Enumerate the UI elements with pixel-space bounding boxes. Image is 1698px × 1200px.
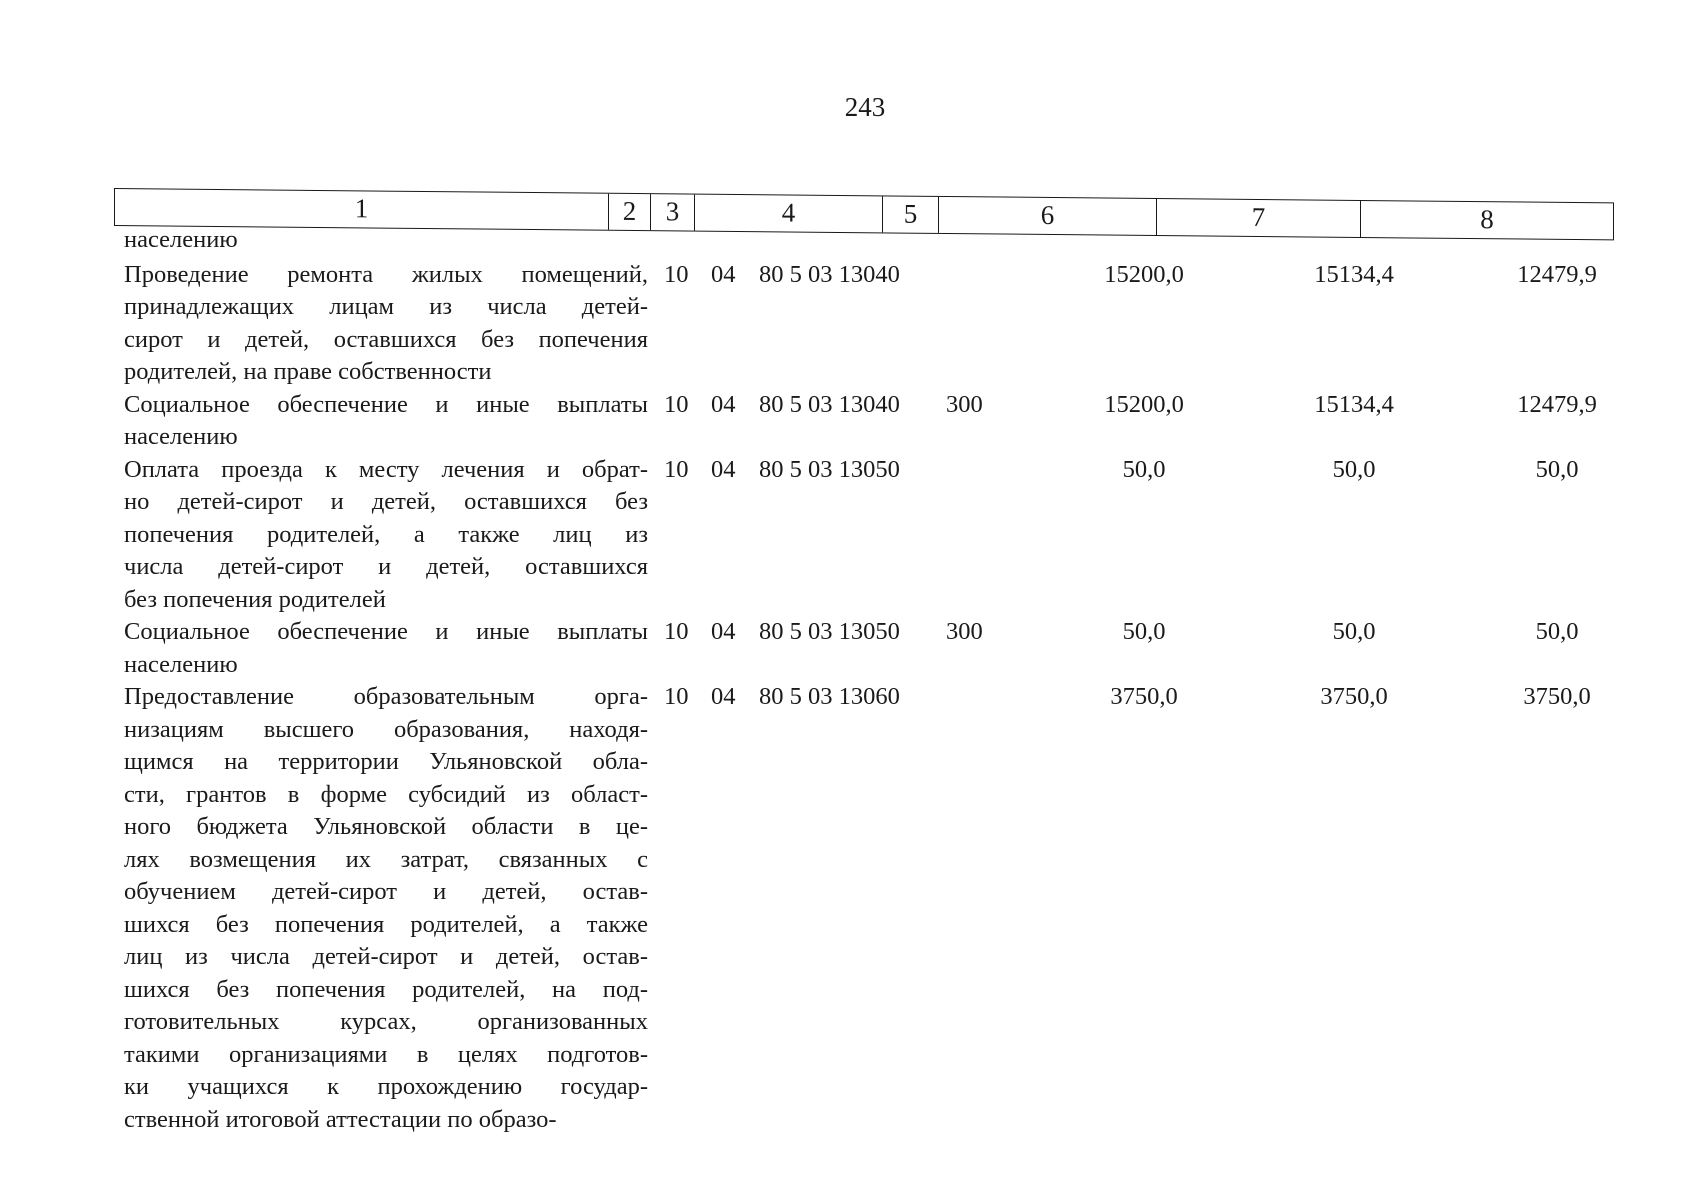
cell-c2: 10 [664, 390, 689, 418]
description-line: готовительных курсах, организованных [124, 1008, 648, 1035]
cell-c8: 3750,0 [1523, 683, 1591, 710]
cell-c4: 80 5 03 13050 [759, 618, 900, 645]
cell-c6: 15200,0 [1104, 390, 1184, 418]
cell-c7: 15134,4 [1314, 390, 1394, 418]
cell-c3: 04 [711, 260, 736, 288]
description-line: Проведение ремонта жилых помещений, [124, 260, 648, 288]
row-description [124, 681, 648, 1136]
row-description [124, 224, 648, 257]
description-line: населению [124, 423, 238, 450]
description-line: но детей-сирот и детей, оставшихся без [124, 488, 648, 515]
cell-c5: 300 [946, 618, 983, 645]
description-line: принадлежащих лицам из числа детей- [124, 293, 648, 320]
cell-c7: 50,0 [1332, 618, 1376, 645]
cell-c2: 10 [664, 455, 689, 483]
description-line: попечения родителей, а также лиц из [124, 520, 648, 548]
description-line: ного бюджета Ульяновской области в це- [124, 813, 648, 840]
page-number: 243 [844, 92, 886, 122]
cell-c7: 3750,0 [1320, 683, 1388, 710]
cell-c7: 15134,4 [1314, 260, 1394, 288]
table-row [124, 681, 1624, 1136]
cell-c2: 10 [664, 260, 689, 288]
cell-c3: 04 [711, 390, 736, 418]
description-line: такими организациями в целях подготов- [124, 1040, 648, 1068]
description-line: населению [124, 226, 238, 253]
cell-c6: 3750,0 [1110, 683, 1178, 710]
description-line: числа детей-сирот и детей, оставшихся [124, 553, 648, 580]
cell-c4: 80 5 03 13040 [759, 390, 900, 418]
row-description [124, 454, 648, 617]
description-line: сти, грантов в форме субсидий из област- [124, 780, 648, 808]
description-line: населению [124, 650, 238, 678]
description-line: шихся без попечения родителей, а также [124, 910, 648, 938]
header-col-3: 3 [651, 194, 695, 230]
row-description [124, 259, 648, 389]
header-col-1: 1 [115, 189, 609, 230]
header-col-4: 4 [695, 195, 883, 233]
table-body [124, 224, 1624, 1136]
description-line: щимся на территории Ульяновской обла- [124, 748, 648, 775]
description-line: Социальное обеспечение и иные выплаты [124, 618, 648, 645]
table-row [124, 454, 1624, 617]
cell-c3: 04 [711, 618, 736, 645]
cell-c3: 04 [711, 683, 736, 710]
cell-c8: 50,0 [1535, 455, 1579, 483]
description-line: лях возмещения их затрат, связанных с [124, 845, 648, 873]
description-line: сирот и детей, оставшихся без попечения [124, 325, 648, 353]
header-col-6: 6 [939, 197, 1157, 235]
description-line: лиц из числа детей-сирот и детей, остав- [124, 943, 648, 970]
description-line: шихся без попечения родителей, на под- [124, 975, 648, 1003]
description-line: Социальное обеспечение и иные выплаты [124, 390, 648, 418]
description-line: низациям высшего образования, находя- [124, 715, 648, 743]
cell-c6: 15200,0 [1104, 260, 1184, 288]
description-line: без попечения родителей [124, 585, 386, 613]
description-line: родителей, на праве собственности [124, 358, 492, 385]
cell-c3: 04 [711, 455, 736, 483]
cell-c8: 50,0 [1535, 618, 1579, 645]
description-line: Предоставление образовательным орга- [124, 683, 648, 710]
header-col-5: 5 [883, 196, 939, 233]
description-line: ственной итоговой аттестации по образо- [124, 1105, 557, 1133]
cell-c4: 80 5 03 13050 [759, 455, 900, 483]
cell-c5: 300 [946, 390, 983, 418]
cell-c2: 10 [664, 683, 689, 710]
cell-c2: 10 [664, 618, 689, 645]
description-line: ки учащихся к прохождению государ- [124, 1073, 648, 1100]
header-col-8: 8 [1480, 204, 1494, 235]
cell-c8: 12479,9 [1517, 390, 1597, 418]
cell-c6: 50,0 [1122, 618, 1166, 645]
cell-c4: 80 5 03 13060 [759, 683, 900, 710]
row-description [124, 616, 648, 681]
table-row [124, 259, 1624, 389]
cell-c7: 50,0 [1332, 455, 1376, 483]
header-col-2: 2 [609, 194, 651, 230]
cell-c4: 80 5 03 13040 [759, 260, 900, 288]
header-col-7: 7 [1157, 199, 1361, 237]
description-line: обучением детей-сирот и детей, остав- [124, 878, 648, 905]
description-line: Оплата проезда к месту лечения и обрат- [124, 455, 648, 483]
table-row [124, 224, 1624, 257]
table-row [124, 389, 1624, 454]
cell-c8: 12479,9 [1517, 260, 1597, 288]
cell-c6: 50,0 [1122, 455, 1166, 483]
table-row [124, 616, 1624, 681]
row-description [124, 389, 648, 454]
